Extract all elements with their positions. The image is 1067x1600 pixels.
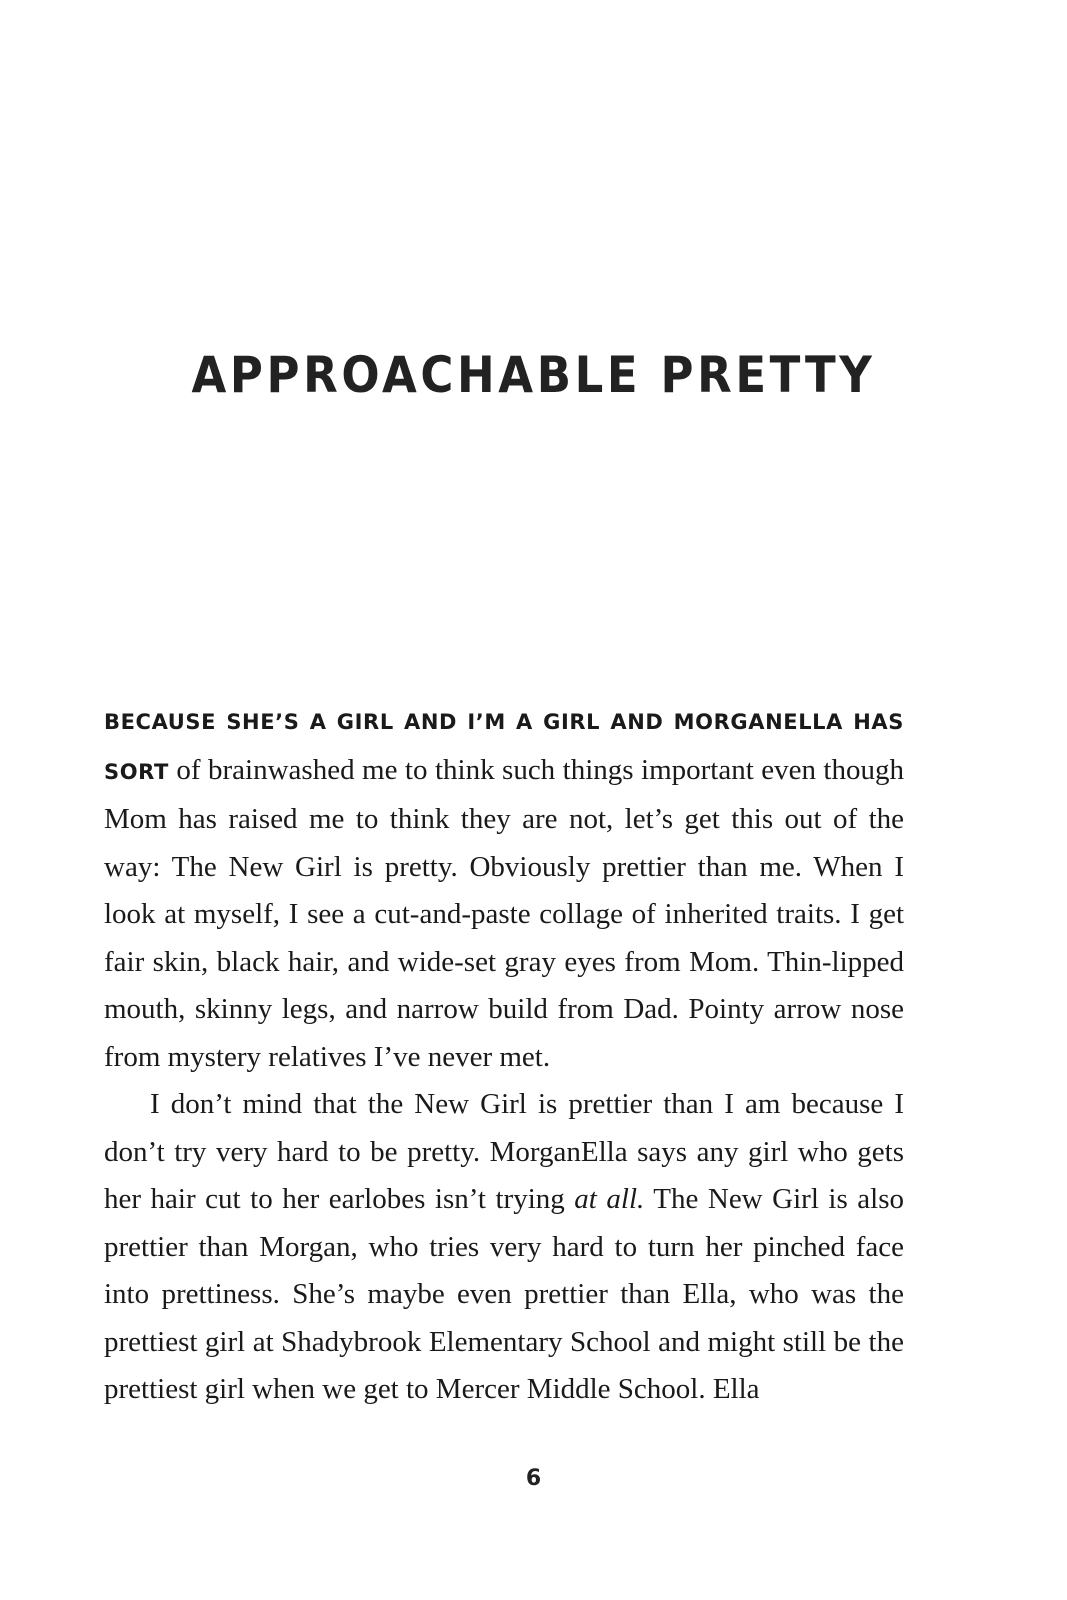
chapter-title: APPROACHABLE PRETTY	[191, 346, 876, 404]
paragraph-2-emphasis: at all.	[574, 1183, 645, 1215]
paragraph-1	[104, 697, 904, 1081]
run-in-heading: BECAUSE SHE’S A GIRL AND I’M A GIRL AND MORGANELLA HAS SORT	[104, 710, 904, 784]
page-number: 6	[525, 1466, 542, 1491]
paragraph-1-text: of brainwashed me to think such things important even though Mom has raised me to think they are not, let’s get this out of the way: The New Girl is pretty. Obviously prettier than me. When I look at myself, I see a cut-and-paste collage of inherited traits. I get fair skin, black hair, and wide-set gray eyes from Mom. Thin-lipped mouth, skinny legs, and narrow build from Dad. Pointy arrow nose from mystery relatives I’ve never met.	[104, 753, 904, 1073]
body-text	[104, 697, 904, 1414]
paragraph-2-text-after: The New Girl is also prettier than Morgan, who tries very hard to turn her pinched face into prettiness. She’s maybe even prettier than Ella, who was the prettiest girl at Shadybrook Elementary School and might still be the prettiest girl when we get to Mercer Middle School. Ella	[104, 1183, 904, 1405]
paragraph-2-text-before: I don’t mind that the New Girl is prettier than I am because I don’t try very hard to be pretty. MorganElla says any girl who gets her hair cut to her earlobes isn’t trying	[104, 1088, 904, 1215]
paragraph-2	[104, 1081, 904, 1414]
